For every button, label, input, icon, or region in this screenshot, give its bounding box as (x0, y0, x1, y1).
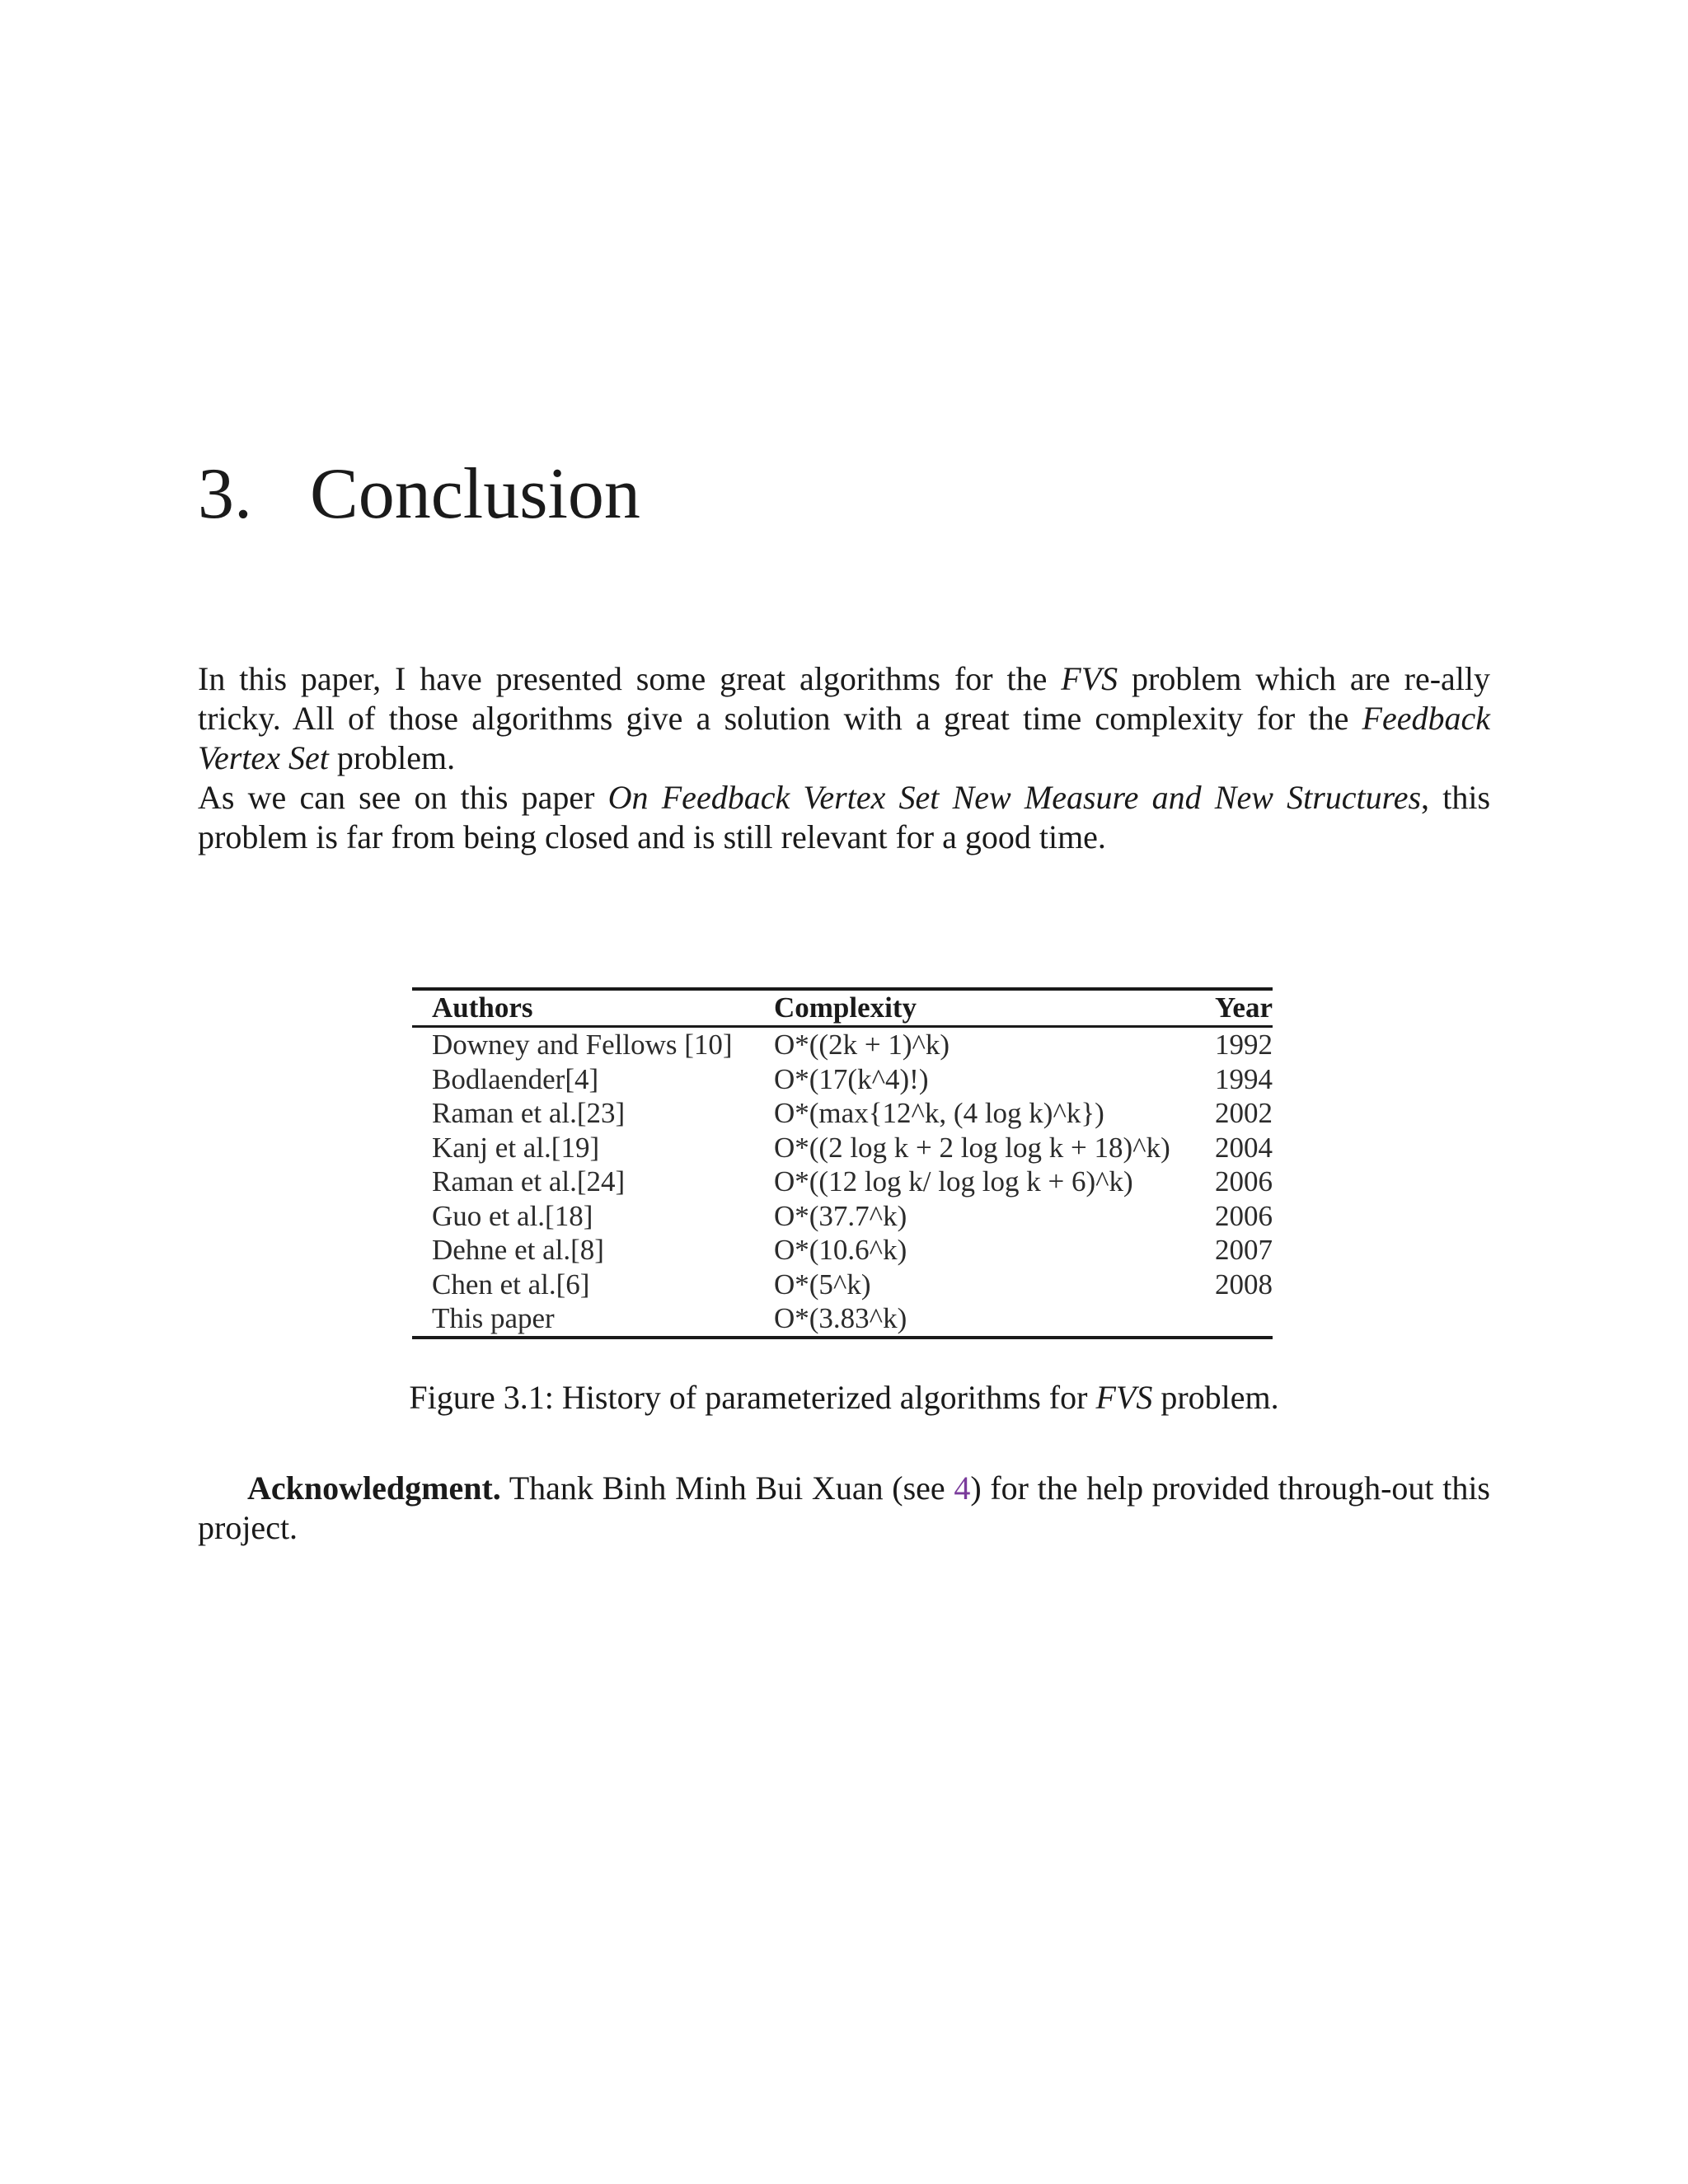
complexity-table (412, 987, 1273, 1339)
table-row (412, 1233, 1273, 1268)
cell-authors: This paper (432, 1302, 555, 1334)
caption-text: Figure 3.1: History of parameterized algorithms for (409, 1379, 1096, 1416)
acknowledgment-text: ) for the help provided through-out this project. (198, 1469, 1490, 1546)
cell-complexity: O*((12 log k/ log log k + 6)^k) (774, 1165, 1133, 1197)
cell-authors: Bodlaender[4] (432, 1062, 599, 1095)
cell-complexity: O*(17(k^4)!) (774, 1062, 929, 1095)
cell-authors: Guo et al.[18] (432, 1199, 593, 1232)
acknowledgment-paragraph (198, 1469, 1490, 1548)
cell-complexity: O*((2 log k + 2 log log k + 18)^k) (774, 1131, 1170, 1164)
fvs-term: FVS (1095, 1379, 1153, 1416)
cell-complexity: O*(5^k) (774, 1268, 871, 1301)
chapter-heading (198, 454, 640, 534)
table-row (412, 1268, 1273, 1302)
chapter-title: Conclusion (310, 454, 640, 534)
cell-authors: Dehne et al.[8] (432, 1234, 604, 1266)
cell-year: 2008 (1215, 1268, 1273, 1301)
reference-link[interactable]: 4 (954, 1469, 971, 1507)
cell-year: 1992 (1215, 1029, 1273, 1061)
paragraph-text: In this paper, I have presented some great algorithms for the (198, 660, 1062, 697)
fvs-term: FVS (1061, 660, 1118, 697)
cell-year: 1994 (1215, 1062, 1273, 1095)
table-row (412, 1096, 1273, 1131)
table-row (412, 1062, 1273, 1097)
cell-authors: Downey and Fellows [10] (432, 1029, 733, 1061)
cited-paper-title: On Feedback Vertex Set New Measure and New Structures (607, 779, 1422, 816)
cell-year: 2007 (1215, 1234, 1273, 1266)
acknowledgment-text: Thank Binh Minh Bui Xuan (see (500, 1469, 954, 1507)
caption-text: problem. (1152, 1379, 1279, 1416)
cell-authors: Raman et al.[23] (432, 1097, 626, 1129)
cell-year: 2002 (1215, 1097, 1273, 1129)
paragraph-text: problem which are re-ally tricky. All of those algorithms give a solution with a great time complexity for the (198, 660, 1491, 737)
header-year: Year (1215, 991, 1273, 1024)
header-authors: Authors (432, 991, 533, 1024)
table-row (412, 1199, 1273, 1234)
table-row (412, 1165, 1273, 1199)
paragraph-text: problem. (328, 739, 456, 776)
cell-complexity: O*(3.83^k) (774, 1302, 907, 1334)
cell-authors: Kanj et al.[19] (432, 1131, 600, 1164)
cell-year: 2004 (1215, 1131, 1273, 1164)
fvs-full-term: Feedback Vertex Set (198, 700, 1490, 776)
table-row (412, 1028, 1273, 1062)
cell-year: 2006 (1215, 1165, 1273, 1197)
paragraph-text: As we can see on this paper (198, 779, 608, 816)
paragraph-reference (198, 778, 1490, 857)
paragraph-text: , this problem is far from being closed and is still relevant for a good time. (198, 779, 1491, 855)
header-complexity: Complexity (774, 991, 917, 1024)
figure-caption (0, 1378, 1688, 1418)
cell-year: 2006 (1215, 1199, 1273, 1232)
cell-authors: Chen et al.[6] (432, 1268, 590, 1301)
cell-complexity: O*(max{12^k, (4 log k)^k}) (774, 1097, 1104, 1129)
cell-authors: Raman et al.[24] (432, 1165, 626, 1197)
cell-complexity: O*(37.7^k) (774, 1199, 907, 1232)
cell-complexity: O*((2k + 1)^k) (774, 1029, 950, 1061)
table-row (412, 1131, 1273, 1165)
table-bottom-rule (412, 1336, 1273, 1339)
table-body (412, 1028, 1273, 1336)
table-header-row (412, 991, 1273, 1025)
chapter-number: 3. (198, 454, 252, 534)
paragraph-intro (198, 659, 1490, 778)
cell-complexity: O*(10.6^k) (774, 1234, 907, 1266)
acknowledgment-label: Acknowledgment. (247, 1469, 501, 1507)
table-row (412, 1301, 1273, 1336)
